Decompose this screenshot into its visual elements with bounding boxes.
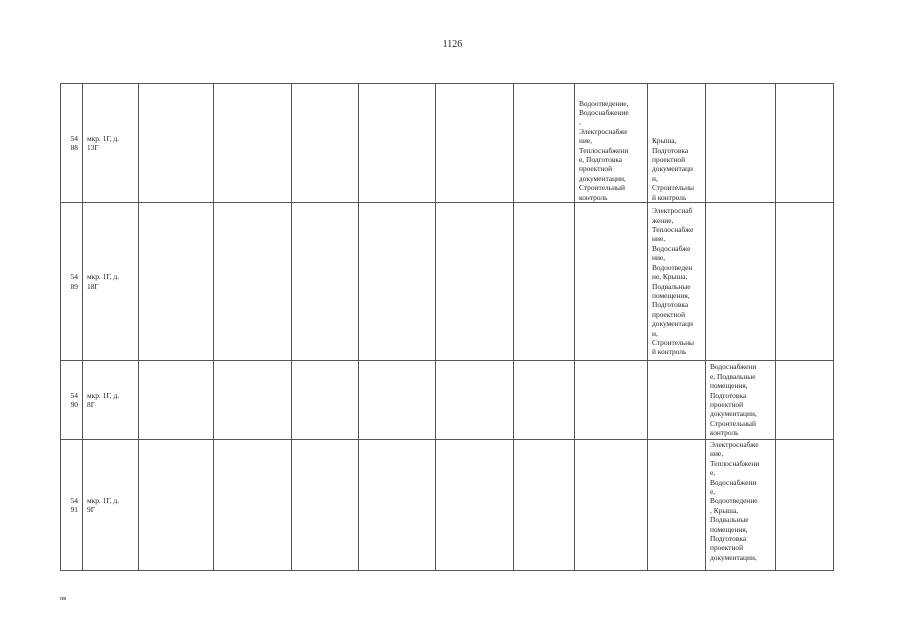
empty-cell: [776, 440, 834, 571]
row-number: 54 88: [70, 133, 78, 152]
works-cell: [648, 440, 706, 571]
row-number-cell: [61, 203, 83, 361]
empty-cell: [139, 440, 214, 571]
works-cell: [706, 440, 776, 571]
works-cell: [575, 84, 648, 203]
empty-cell: [776, 84, 834, 203]
empty-cell: [436, 361, 514, 440]
table-row: [61, 440, 834, 571]
table-row: [61, 361, 834, 440]
empty-cell: [359, 361, 436, 440]
works-list: Водоснабжени е, Подвальные помещения, Подготовка проектной документации, Строительный контроль: [710, 362, 757, 438]
empty-cell: [139, 361, 214, 440]
empty-cell: [139, 203, 214, 361]
works-list: Электроснабже ние, Теплоснабжени е, Водоснабжени е, Водоотведение , Крыша, Подвальные помещения, Подготовка проектной документации,: [710, 440, 760, 562]
address: мкр. 1Г, д. 13Г: [87, 133, 120, 152]
empty-cell: [359, 84, 436, 203]
row-number-cell: [61, 361, 83, 440]
empty-cell: [514, 203, 575, 361]
works-list: Электроснаб жение, Теплоснабже ние, Водоснабже ние, Водоотведен ие, Крыша, Подвальные помещения, Подготовка проектной документаци и, Строительны й контроль: [652, 206, 694, 357]
empty-cell: [776, 203, 834, 361]
empty-cell: [514, 440, 575, 571]
empty-cell: [514, 84, 575, 203]
works-cell: [648, 361, 706, 440]
empty-cell: [436, 84, 514, 203]
address: мкр. 1Г, д. 9Г: [87, 495, 120, 514]
table-row: [61, 84, 834, 203]
address-cell: [83, 84, 139, 203]
empty-cell: [214, 84, 292, 203]
works-cell: [648, 203, 706, 361]
works-cell: [575, 361, 648, 440]
empty-cell: [436, 440, 514, 571]
empty-cell: [292, 440, 359, 571]
works-cell: [648, 84, 706, 203]
row-number: 54 91: [70, 495, 78, 514]
row-number: 54 90: [70, 390, 78, 409]
address-cell: [83, 361, 139, 440]
row-number: 54 89: [70, 272, 78, 291]
works-cell: [706, 203, 776, 361]
empty-cell: [292, 84, 359, 203]
empty-cell: [359, 203, 436, 361]
empty-cell: [214, 203, 292, 361]
address-cell: [83, 203, 139, 361]
empty-cell: [292, 203, 359, 361]
works-cell: [706, 84, 776, 203]
works-schedule-table: [60, 83, 834, 571]
empty-cell: [214, 440, 292, 571]
works-cell: [575, 440, 648, 571]
footer-mark: нв: [60, 596, 67, 602]
page-number: 1126: [442, 39, 463, 50]
address-cell: [83, 440, 139, 571]
address: мкр. 1Г, д. 18Г: [87, 272, 120, 291]
works-list: Крыша, Подготовка проектной документаци и, Строительны й контроль: [652, 136, 694, 202]
empty-cell: [214, 361, 292, 440]
empty-cell: [776, 361, 834, 440]
empty-cell: [139, 84, 214, 203]
table-row: [61, 203, 834, 361]
empty-cell: [359, 440, 436, 571]
empty-cell: [436, 203, 514, 361]
empty-cell: [514, 361, 575, 440]
works-cell: [575, 203, 648, 361]
works-cell: [706, 361, 776, 440]
works-list: Водоотведение, Водоснабжение , Электроснабже ние, Теплоснабжени е, Подготовка проектной документации, Строительный контроль: [579, 98, 629, 202]
address: мкр. 1Г, д. 8Г: [87, 390, 120, 409]
empty-cell: [292, 361, 359, 440]
row-number-cell: [61, 84, 83, 203]
row-number-cell: [61, 440, 83, 571]
